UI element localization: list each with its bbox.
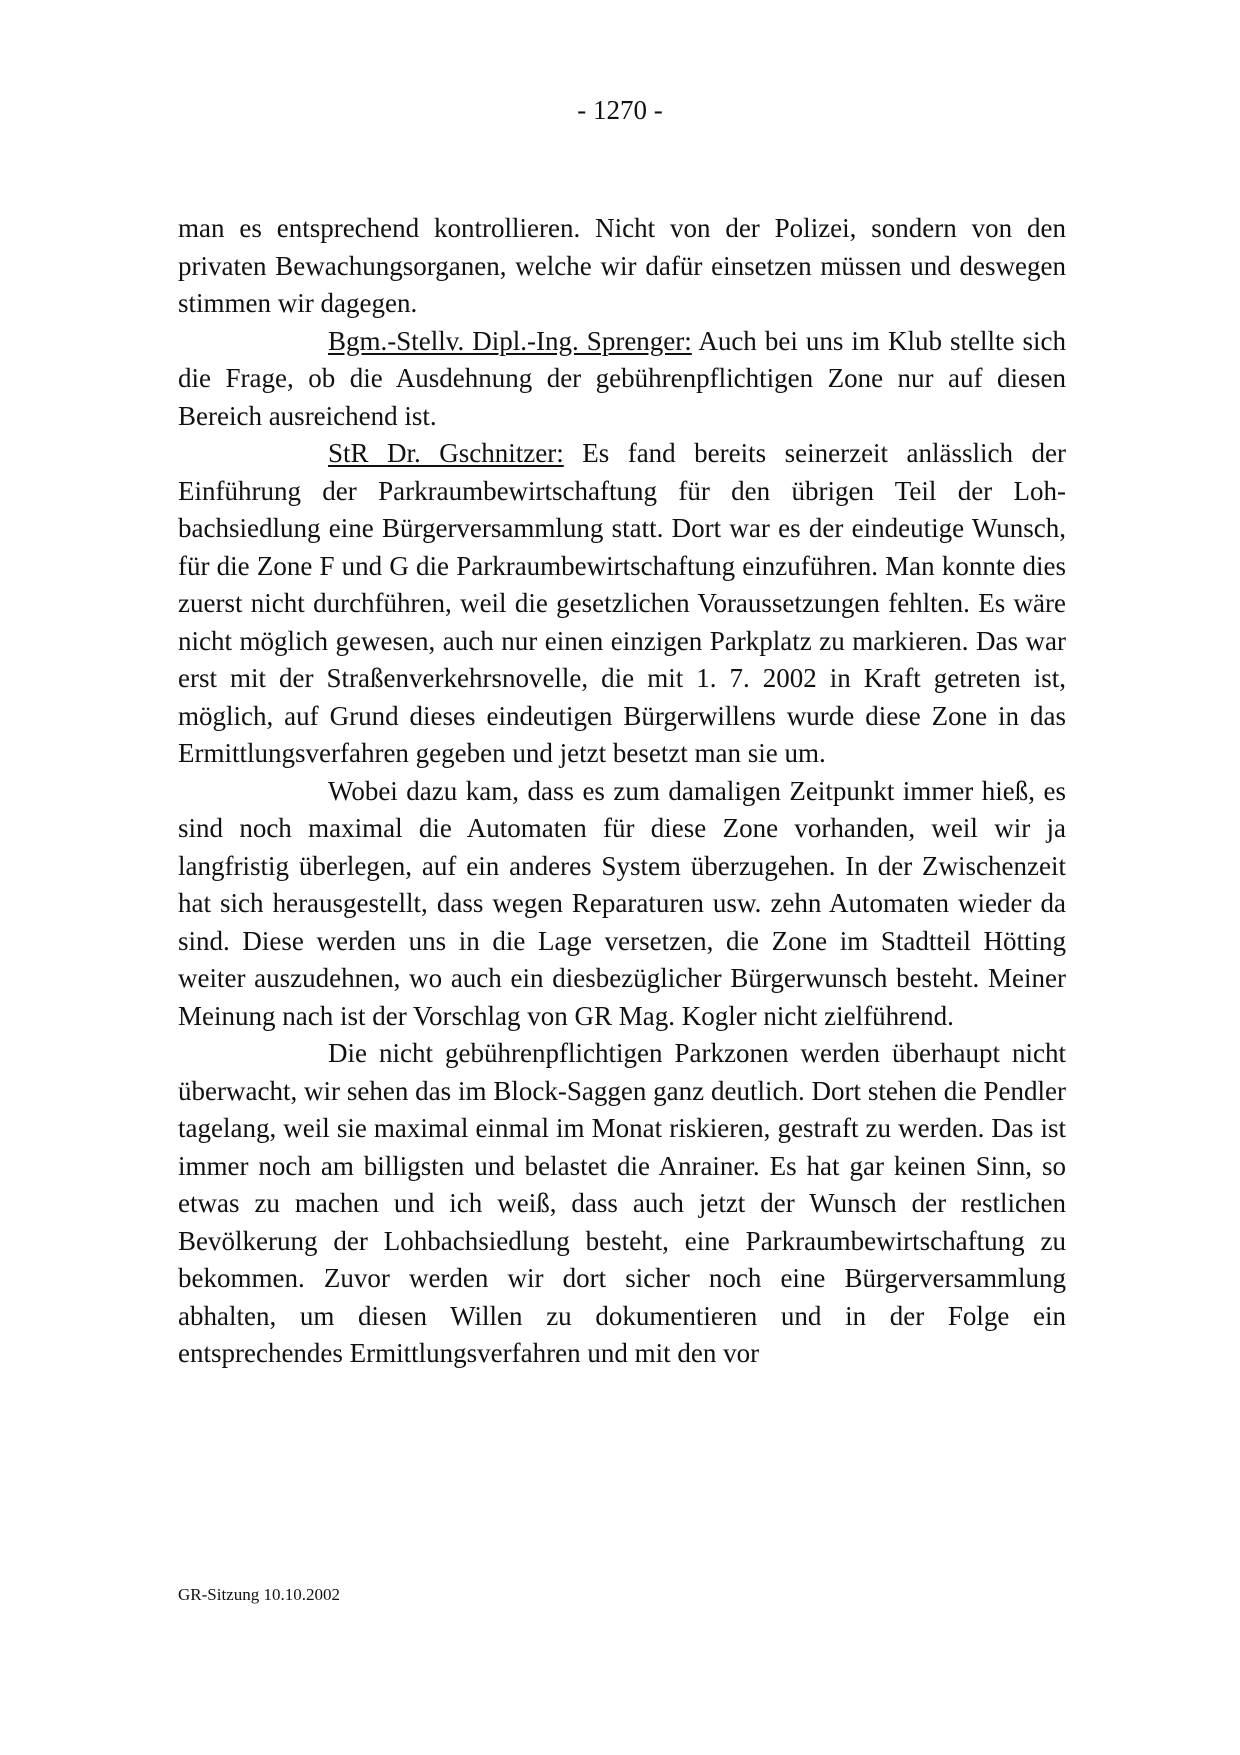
paragraph (178, 210, 1066, 323)
speaker-name: StR Dr. Gschnitzer: (328, 438, 564, 468)
paragraph-text: Auch bei uns im Klub stellte sich die Frage, ob die Ausdehnung der gebührenpflichtigen Zone nur auf diesen Bereich ausreichend ist. (178, 325, 1066, 431)
speaker-name: Bgm.-Stellv. Dipl.-Ing. Sprenger: (328, 325, 692, 356)
paragraph-text: Die nicht gebührenpflichtigen Parkzonen werden überhaupt nicht überwacht, wir sehen das im Block-Saggen ganz deutlich. Dort stehen die Pendler tagelang, weil sie maximal einmal im Monat riskieren, gestraft zu werden. Das ist immer noch am billigsten und belastet die Anrainer. Es hat gar keinen Sinn, so etwas zu machen und ich weiß, dass auch jetzt der Wunsch der restlichen Bevölkerung der Lohbachsiedlung besteht, eine Parkraumbewirtschaftung zu bekommen. Zuvor werden wir dort sicher noch eine Bürgerversammlung abhalten, um diesen Willen zu dokumentieren und in der Folge ein entsprechendes Ermittlungsverfahren und mit den vor (178, 1038, 1066, 1368)
page-number: - 1270 - (577, 95, 663, 125)
paragraph-text: Wobei dazu kam, dass es zum damaligen Zeitpunkt immer hieß, es sind noch maximal die Automaten für diese Zone vorhanden, weil wir ja langfristig überlegen, auf ein anderes System überzugehen. In der Zwischenzeit hat sich herausgestellt, dass wegen Reparaturen usw. zehn Automaten wieder da sind. Diese werden uns in die Lage versetzen, die Zone im Stadtteil Hötting weiter auszudehnen, wo auch ein diesbezüglicher Bürgerwunsch besteht. Meiner Meinung nach ist der Vorschlag von GR Mag. Kogler nicht zielführend. (178, 775, 1066, 1031)
paragraph (178, 1035, 1066, 1373)
paragraph-text: Es fand bereits seinerzeit anlässlich der Einführung der Parkraumbewirtschaftung für den übrigen Teil der Lohbachsiedlung eine Bürgerversammlung statt. Dort war es der eindeutige Wunsch, für die Zone F und G die Parkraumbewirtschaftung einzuführen. Man konnte dies zuerst nicht durchführen, weil die gesetzlichen Voraussetzungen fehlten. Es wäre nicht möglich gewesen, auch nur einen einzigen Parkplatz zu markieren. Das war erst mit der Straßenverkehrsnovelle, die mit 1. 7. 2002 in Kraft getreten ist, möglich, auf Grund dieses eindeutigen Bürgerwillens wurde diese Zone in das Ermittlungsverfahren gegeben und jetzt besetzt man sie um. (178, 438, 1066, 768)
paragraph (178, 435, 1066, 773)
body-text (178, 210, 1066, 1373)
paragraph (178, 773, 1066, 1036)
paragraph (178, 323, 1066, 436)
footer: GR-Sitzung 10.10.2002 (178, 1585, 340, 1604)
paragraph-text: man es entsprechend kontrollieren. Nicht von der Polizei, sondern von den privaten Bewachungsorganen, welche wir dafür einsetzen müssen und deswegen stimmen wir dagegen. (178, 213, 1066, 318)
